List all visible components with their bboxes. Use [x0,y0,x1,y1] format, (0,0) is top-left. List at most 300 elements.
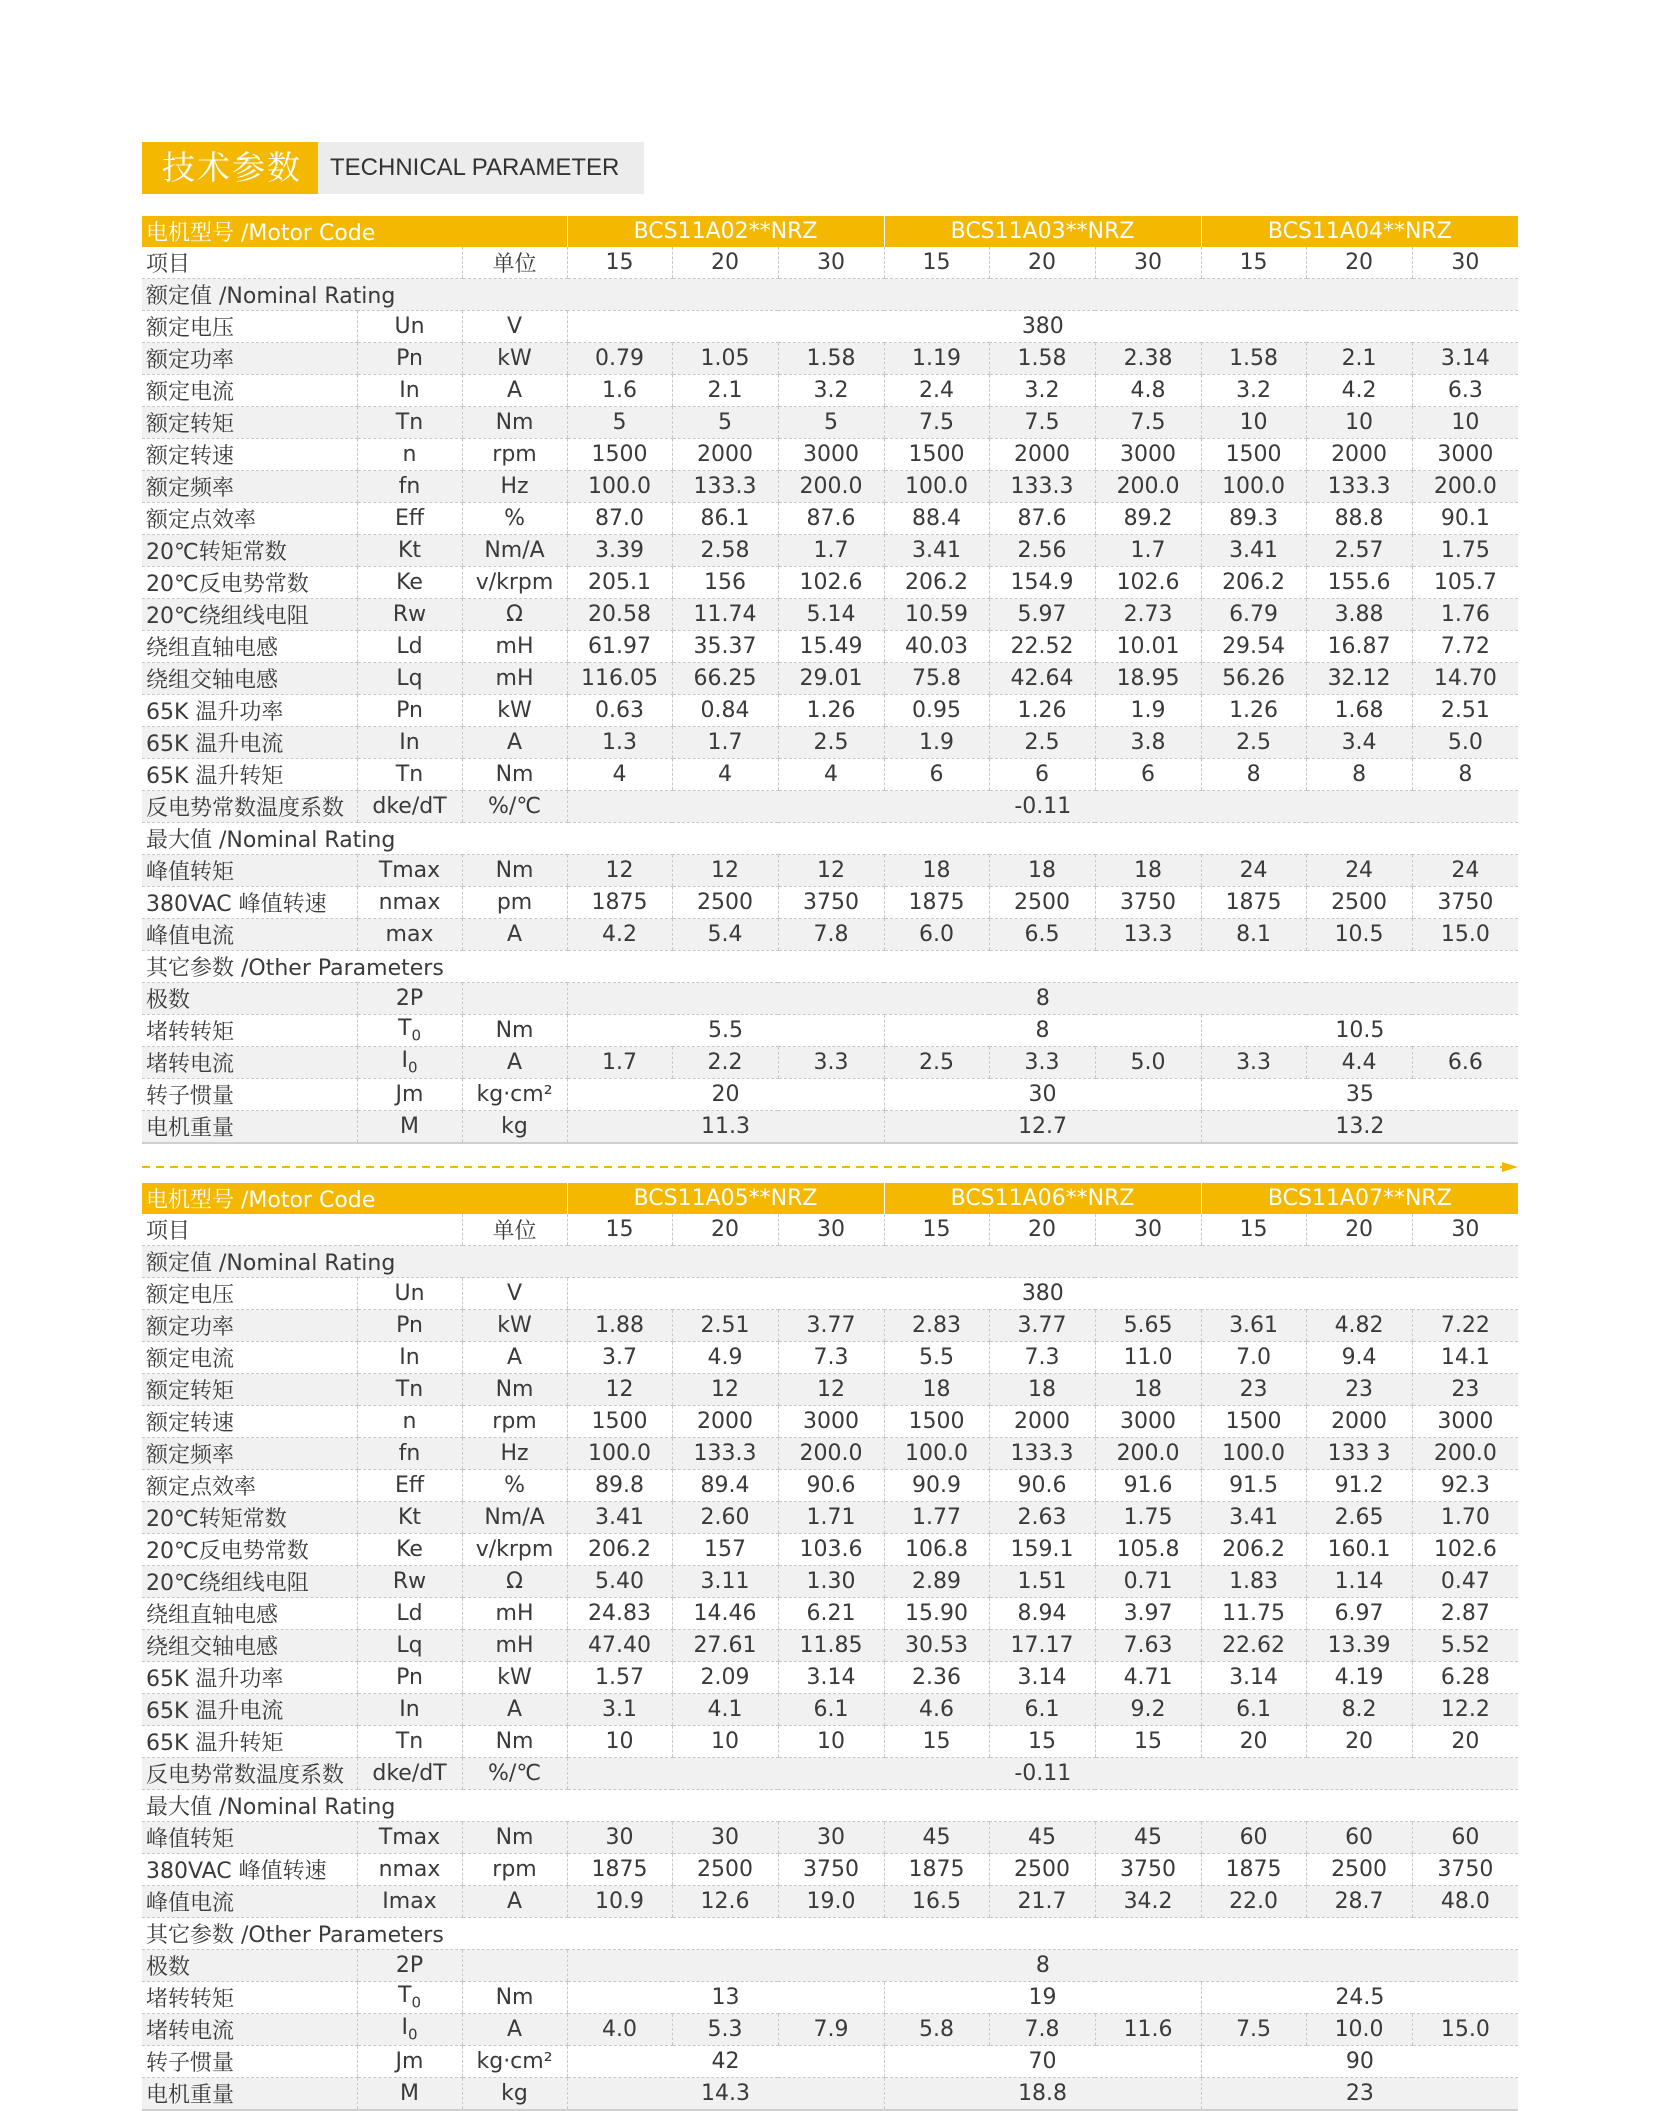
motor-code-label: 电机型号 /Motor Code [142,216,567,247]
value-cell: 2.5 [989,727,1095,759]
table-row [142,1982,1518,2014]
value-cell: 1875 [1201,887,1306,919]
value-cell: 2.58 [672,535,778,567]
param-symbol-text: Tmax [378,1825,441,1850]
value-cell: 11.75 [1201,1598,1306,1630]
value-cell: 3000 [1095,439,1201,471]
table-row [142,855,1518,887]
speed-cell: 30 [1412,247,1518,279]
param-symbol-text: n [402,1409,417,1434]
param-name: 额定频率 [142,471,357,503]
param-unit: Hz [462,1438,567,1470]
table-row [142,1758,1518,1790]
value-cell: 18.95 [1095,663,1201,695]
value-cell: 12 [672,1374,778,1406]
param-unit: kW [462,1310,567,1342]
value-cell: 1500 [567,439,672,471]
table-row [142,1566,1518,1598]
section-row [142,1246,1518,1278]
value-cell: 2.57 [1306,535,1412,567]
value-cell: 2.51 [1412,695,1518,727]
value-cell: 3.88 [1306,599,1412,631]
param-name: 额定电压 [142,311,357,343]
param-symbol [357,1079,462,1111]
table-row [142,1886,1518,1918]
value-cell: 3.2 [778,375,884,407]
section-label: 额定值 /Nominal Rating [142,1246,1518,1278]
value-cell: 2.87 [1412,1598,1518,1630]
param-symbol-text: nmax [378,1857,441,1882]
value-cell: 42.64 [989,663,1095,695]
value-cell: 133 3 [1306,1438,1412,1470]
param-symbol-text: Kt [397,538,422,563]
value-cell: 7.9 [778,2014,884,2046]
param-unit [462,983,567,1015]
table-row [142,2078,1518,2111]
param-symbol [357,2078,462,2111]
param-name: 峰值电流 [142,1886,357,1918]
merged-value: 380 [567,311,1518,343]
param-unit: Nm [462,407,567,439]
group-value: 35 [1201,1079,1518,1111]
value-cell: 3750 [1095,1854,1201,1886]
value-cell: 11.85 [778,1630,884,1662]
value-cell: 7.72 [1412,631,1518,663]
group-value: 23 [1201,2078,1518,2111]
param-name: 堵转转矩 [142,1015,357,1047]
value-cell: 8 [1306,759,1412,791]
table-row [142,407,1518,439]
param-symbol [357,1470,462,1502]
value-cell: 3.8 [1095,727,1201,759]
value-cell: 18 [1095,1374,1201,1406]
value-cell: 92.3 [1412,1470,1518,1502]
param-unit: Nm [462,759,567,791]
param-symbol-text: Tn [395,410,424,435]
param-symbol-text: Ke [396,1537,423,1562]
value-cell: 89.4 [672,1470,778,1502]
param-symbol-sub: 0 [407,1058,418,1077]
value-cell: 102.6 [1412,1534,1518,1566]
param-symbol [357,759,462,791]
value-cell: 6.0 [884,919,989,951]
value-cell: 66.25 [672,663,778,695]
table-row [142,1726,1518,1758]
param-symbol-text: Eff [394,1473,425,1498]
section-label: 其它参数 /Other Parameters [142,951,1518,983]
param-unit: rpm [462,439,567,471]
value-cell: 4.4 [1306,1047,1412,1079]
value-cell: 22.0 [1201,1886,1306,1918]
param-symbol [357,567,462,599]
value-cell: 91.2 [1306,1470,1412,1502]
value-cell: 23 [1201,1374,1306,1406]
value-cell: 3000 [1412,439,1518,471]
param-name: 380VAC 峰值转速 [142,1854,357,1886]
value-cell: 0.47 [1412,1566,1518,1598]
table-row [142,791,1518,823]
value-cell: 2.2 [672,1047,778,1079]
header-row-speeds [142,247,1518,279]
value-cell: 6.1 [989,1694,1095,1726]
value-cell: 133.3 [672,1438,778,1470]
value-cell: 7.5 [1201,2014,1306,2046]
value-cell: 10.9 [567,1886,672,1918]
param-symbol-text: T [398,1016,412,1042]
value-cell: 7.63 [1095,1630,1201,1662]
value-cell: 4 [672,759,778,791]
param-symbol [357,599,462,631]
value-cell: 7.5 [989,407,1095,439]
value-cell: 206.2 [567,1534,672,1566]
param-symbol-sub: 0 [411,1026,421,1045]
param-name: 电机重量 [142,2078,357,2111]
param-symbol-text: In [399,378,420,403]
table-row [142,1534,1518,1566]
param-unit: pm [462,887,567,919]
value-cell: 18 [989,1374,1095,1406]
value-cell: 14.70 [1412,663,1518,695]
value-cell: 45 [989,1822,1095,1854]
param-symbol [357,1982,462,2014]
param-symbol-text: Tn [395,1729,424,1754]
value-cell: 7.8 [778,919,884,951]
value-cell: 2.5 [778,727,884,759]
param-symbol [357,631,462,663]
param-symbol-text: Jm [395,1082,424,1107]
section-label: 最大值 /Nominal Rating [142,1790,1518,1822]
param-symbol-text: Ke [396,570,423,595]
value-cell: 7.5 [1095,407,1201,439]
value-cell: 3.14 [1412,343,1518,375]
param-name: 极数 [142,1950,357,1982]
param-name: 额定功率 [142,343,357,375]
group-value: 14.3 [567,2078,884,2111]
param-symbol-text: Pn [396,1313,423,1338]
value-cell: 6.6 [1412,1047,1518,1079]
value-cell: 1500 [1201,439,1306,471]
param-symbol [357,983,462,1015]
value-cell: 2.89 [884,1566,989,1598]
value-cell: 2500 [672,1854,778,1886]
value-cell: 9.4 [1306,1342,1412,1374]
value-cell: 30.53 [884,1630,989,1662]
table-row [142,663,1518,695]
param-symbol [357,1630,462,1662]
param-unit: Ω [462,599,567,631]
spec-table-2 [142,1183,1518,2111]
value-cell: 100.0 [884,1438,989,1470]
group-value: 20 [567,1079,884,1111]
value-cell: 0.79 [567,343,672,375]
value-cell: 24 [1306,855,1412,887]
value-cell: 3.97 [1095,1598,1201,1630]
param-symbol [357,2014,462,2046]
group-value: 11.3 [567,1111,884,1144]
value-cell: 6.5 [989,919,1095,951]
group-value: 8 [884,1015,1201,1047]
table-row [142,535,1518,567]
param-symbol-text: dke/dT [372,794,447,819]
value-cell: 23 [1412,1374,1518,1406]
value-cell: 5.40 [567,1566,672,1598]
value-cell: 1.57 [567,1662,672,1694]
value-cell: 22.52 [989,631,1095,663]
param-unit: kW [462,695,567,727]
section-label: 额定值 /Nominal Rating [142,279,1518,311]
value-cell: 2.83 [884,1310,989,1342]
speed-cell: 30 [1095,247,1201,279]
param-unit: Nm [462,1982,567,2014]
value-cell: 1.76 [1412,599,1518,631]
value-cell: 4.82 [1306,1310,1412,1342]
table-row [142,1822,1518,1854]
param-unit: A [462,919,567,951]
param-name: 绕组直轴电感 [142,1598,357,1630]
value-cell: 1.88 [567,1310,672,1342]
param-symbol-text: Kt [397,1505,422,1530]
speed-cell: 15 [884,247,989,279]
param-symbol [357,855,462,887]
value-cell: 0.84 [672,695,778,727]
param-symbol [357,695,462,727]
param-unit: Nm [462,855,567,887]
value-cell: 14.46 [672,1598,778,1630]
value-cell: 60 [1201,1822,1306,1854]
param-symbol [357,471,462,503]
value-cell: 87.6 [778,503,884,535]
value-cell: 75.8 [884,663,989,695]
value-cell: 30 [567,1822,672,1854]
value-cell: 206.2 [884,567,989,599]
value-cell: 116.05 [567,663,672,695]
value-cell: 4.0 [567,2014,672,2046]
value-cell: 2000 [989,1406,1095,1438]
value-cell: 88.4 [884,503,989,535]
param-symbol-text: I [401,1048,408,1074]
value-cell: 29.01 [778,663,884,695]
value-cell: 3.14 [1201,1662,1306,1694]
value-cell: 89.8 [567,1470,672,1502]
value-cell: 2000 [989,439,1095,471]
table-row [142,599,1518,631]
value-cell: 18 [884,1374,989,1406]
value-cell: 3.41 [884,535,989,567]
value-cell: 29.54 [1201,631,1306,663]
table-row [142,631,1518,663]
param-name: 65K 温升电流 [142,727,357,759]
value-cell: 206.2 [1201,1534,1306,1566]
value-cell: 2.73 [1095,599,1201,631]
param-unit: A [462,1886,567,1918]
value-cell: 1.26 [989,695,1095,727]
param-unit: mH [462,1598,567,1630]
table-row [142,1342,1518,1374]
param-name: 反电势常数温度系数 [142,1758,357,1790]
param-symbol [357,1342,462,1374]
param-name: 电机重量 [142,1111,357,1144]
value-cell: 16.5 [884,1886,989,1918]
value-cell: 1.7 [672,727,778,759]
value-cell: 11.74 [672,599,778,631]
value-cell: 100.0 [884,471,989,503]
param-unit: %/℃ [462,791,567,823]
param-name: 额定电压 [142,1278,357,1310]
param-symbol-text: Tn [395,762,424,787]
value-cell: 91.5 [1201,1470,1306,1502]
value-cell: 5.0 [1095,1047,1201,1079]
param-unit: kg [462,2078,567,2111]
value-cell: 2.38 [1095,343,1201,375]
param-symbol-text: Eff [394,506,425,531]
section-heading [142,142,644,194]
value-cell: 89.3 [1201,503,1306,535]
section-label: 其它参数 /Other Parameters [142,1918,1518,1950]
value-cell: 40.03 [884,631,989,663]
dashed-divider-arrow [142,1160,1518,1174]
table-row [142,1694,1518,1726]
speed-cell: 20 [989,247,1095,279]
value-cell: 3.3 [778,1047,884,1079]
value-cell: 15.90 [884,1598,989,1630]
value-cell: 3.4 [1306,727,1412,759]
value-cell: 6.3 [1412,375,1518,407]
value-cell: 2.65 [1306,1502,1412,1534]
value-cell: 3.1 [567,1694,672,1726]
value-cell: 20 [1201,1726,1306,1758]
param-symbol [357,439,462,471]
value-cell: 10 [672,1726,778,1758]
model-code: BCS11A03**NRZ [884,216,1201,247]
group-value: 12.7 [884,1111,1201,1144]
value-cell: 48.0 [1412,1886,1518,1918]
value-cell: 1.7 [567,1047,672,1079]
param-symbol [357,887,462,919]
value-cell: 10.5 [1306,919,1412,951]
value-cell: 7.3 [778,1342,884,1374]
param-symbol [357,1694,462,1726]
value-cell: 22.62 [1201,1630,1306,1662]
value-cell: 3.11 [672,1566,778,1598]
value-cell: 30 [672,1822,778,1854]
merged-value: 8 [567,983,1518,1015]
value-cell: 60 [1412,1822,1518,1854]
table-row [142,759,1518,791]
value-cell: 5 [567,407,672,439]
value-cell: 1.7 [778,535,884,567]
param-unit: Nm/A [462,1502,567,1534]
param-symbol-text: Imax [382,1889,437,1914]
param-name: 额定转速 [142,439,357,471]
value-cell: 45 [1095,1822,1201,1854]
value-cell: 3000 [1095,1406,1201,1438]
value-cell: 3750 [1095,887,1201,919]
speed-cell: 20 [1306,247,1412,279]
value-cell: 1.71 [778,1502,884,1534]
param-symbol [357,919,462,951]
value-cell: 30 [778,1822,884,1854]
value-cell: 6 [884,759,989,791]
param-name: 65K 温升转矩 [142,1726,357,1758]
value-cell: 200.0 [1095,471,1201,503]
param-symbol-text: Lq [396,666,423,691]
value-cell: 27.61 [672,1630,778,1662]
value-cell: 5 [672,407,778,439]
param-name: 额定功率 [142,1310,357,1342]
value-cell: 5.97 [989,599,1095,631]
value-cell: 4 [778,759,884,791]
param-unit: %/℃ [462,1758,567,1790]
speed-cell: 30 [1412,1214,1518,1246]
param-unit: Hz [462,471,567,503]
value-cell: 6.21 [778,1598,884,1630]
value-cell: 154.9 [989,567,1095,599]
param-symbol-text: Rw [392,602,427,627]
value-cell: 3.39 [567,535,672,567]
value-cell: 24.83 [567,1598,672,1630]
value-cell: 4.2 [567,919,672,951]
table-row [142,1310,1518,1342]
value-cell: 5.8 [884,2014,989,2046]
value-cell: 11.0 [1095,1342,1201,1374]
table-row [142,1502,1518,1534]
model-code: BCS11A06**NRZ [884,1183,1201,1214]
value-cell: 4.19 [1306,1662,1412,1694]
value-cell: 2000 [672,439,778,471]
value-cell: 18 [1095,855,1201,887]
value-cell: 2500 [989,887,1095,919]
param-name: 额定点效率 [142,1470,357,1502]
param-name: 20℃绕组线电阻 [142,599,357,631]
param-unit: % [462,1470,567,1502]
value-cell: 3.3 [1201,1047,1306,1079]
value-cell: 102.6 [1095,567,1201,599]
value-cell: 8 [1412,759,1518,791]
value-cell: 32.12 [1306,663,1412,695]
table-row [142,1470,1518,1502]
value-cell: 1500 [567,1406,672,1438]
param-symbol [357,1822,462,1854]
value-cell: 6.79 [1201,599,1306,631]
section-row [142,279,1518,311]
item-label: 项目 [142,247,462,279]
value-cell: 4.1 [672,1694,778,1726]
value-cell: 3000 [778,439,884,471]
value-cell: 3.41 [1201,535,1306,567]
value-cell: 90.9 [884,1470,989,1502]
value-cell: 5.52 [1412,1630,1518,1662]
param-symbol-text: Lq [396,1633,423,1658]
table-row [142,1438,1518,1470]
value-cell: 5.3 [672,2014,778,2046]
section-row [142,951,1518,983]
table-row [142,1854,1518,1886]
param-symbol-text: Tmax [378,858,441,883]
param-unit: rpm [462,1406,567,1438]
value-cell: 20 [1306,1726,1412,1758]
param-unit: % [462,503,567,535]
value-cell: 2500 [989,1854,1095,1886]
value-cell: 1.19 [884,343,989,375]
value-cell: 87.0 [567,503,672,535]
value-cell: 56.26 [1201,663,1306,695]
param-symbol [357,2046,462,2078]
value-cell: 15 [884,1726,989,1758]
param-name: 额定转速 [142,1406,357,1438]
value-cell: 6.1 [1201,1694,1306,1726]
value-cell: 2.1 [672,375,778,407]
param-symbol [357,727,462,759]
